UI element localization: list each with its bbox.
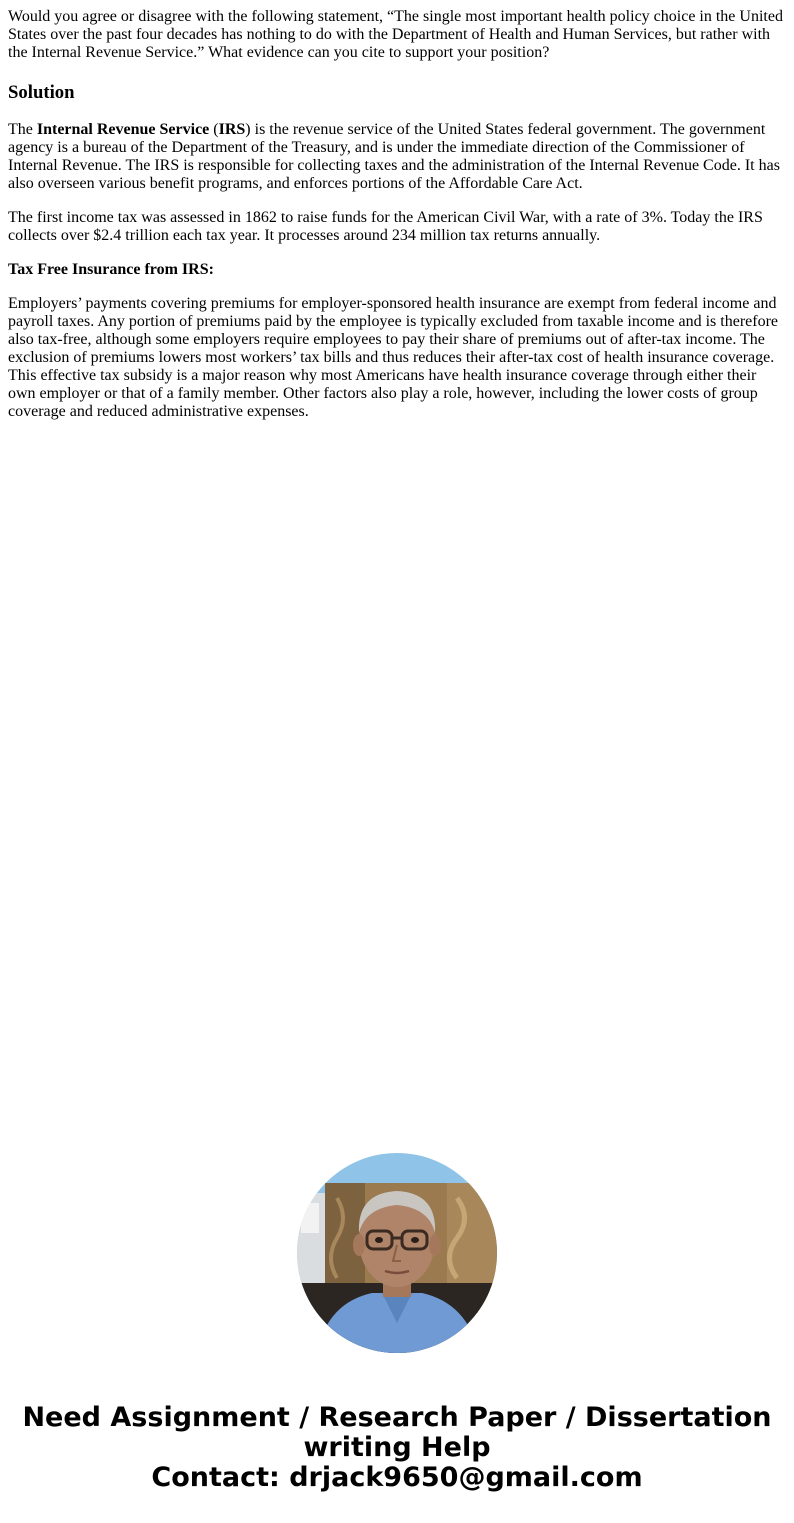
contact-banner <box>0 1403 794 1493</box>
author-portrait-image <box>297 1153 497 1353</box>
cta-contact-email: Contact: drjack9650@gmail.com <box>151 1462 643 1493</box>
irs-full-name: Internal Revenue Service <box>36 121 210 138</box>
paren-open: ( <box>209 121 219 138</box>
author-avatar <box>297 1153 497 1353</box>
cta-line-2: writing Help <box>303 1432 491 1463</box>
employer-premiums-paragraph: Employers’ payments covering premiums for employer-sponsored health insurance are exempt from federal income and payroll taxes. Any portion of premiums paid by the employee is typically excluded from taxable income and is therefore also tax-free, although some employers require employees to pay their share of premiums out of after-tax income. The exclusion of premiums lowers most workers’ tax bills and thus reduces their after-tax cost of health insurance coverage. This effective tax subsidy is a major reason why most Americans have health insurance coverage through either their own employer or that of a family member. Other factors also play a role, however, including the lower costs of group coverage and reduced administrative expenses. <box>8 295 778 420</box>
irs-abbreviation: IRS <box>218 121 246 138</box>
cta-line-1: Need Assignment / Research Paper / Dissertation <box>22 1402 772 1433</box>
income-tax-history-paragraph: The first income tax was assessed in 1862 to raise funds for the American Civil War, with a rate of 3%. Today the IRS collects over $2.4 trillion each tax year. It processes around 234 million tax returns annually. <box>8 209 763 244</box>
tax-free-insurance-subheading <box>8 261 786 279</box>
document-body <box>8 8 786 437</box>
question-text: Would you agree or disagree with the following statement, “The single most important health policy choice in the United States over the past four decades has nothing to do with the Department of Health and Human Services, but rather with the Internal Revenue Service.” What evidence can you cite to support your position? <box>8 8 783 61</box>
irs-intro-paragraph <box>8 121 786 193</box>
intro-lead: The <box>8 121 37 138</box>
solution-heading: Solution <box>8 82 75 103</box>
intro-rest: ) is the revenue service of the United States federal government. The government agency is a bureau of the Department of the Treasury, and is under the immediate direction of the Commissioner of Internal Revenue. The IRS is responsible for collecting taxes and the administration of the Internal Revenue Code. It has also overseen various benefit programs, and enforces portions of the Affordable Care Act. <box>8 121 780 192</box>
subheading-text: Tax Free Insurance from IRS: <box>8 261 214 278</box>
